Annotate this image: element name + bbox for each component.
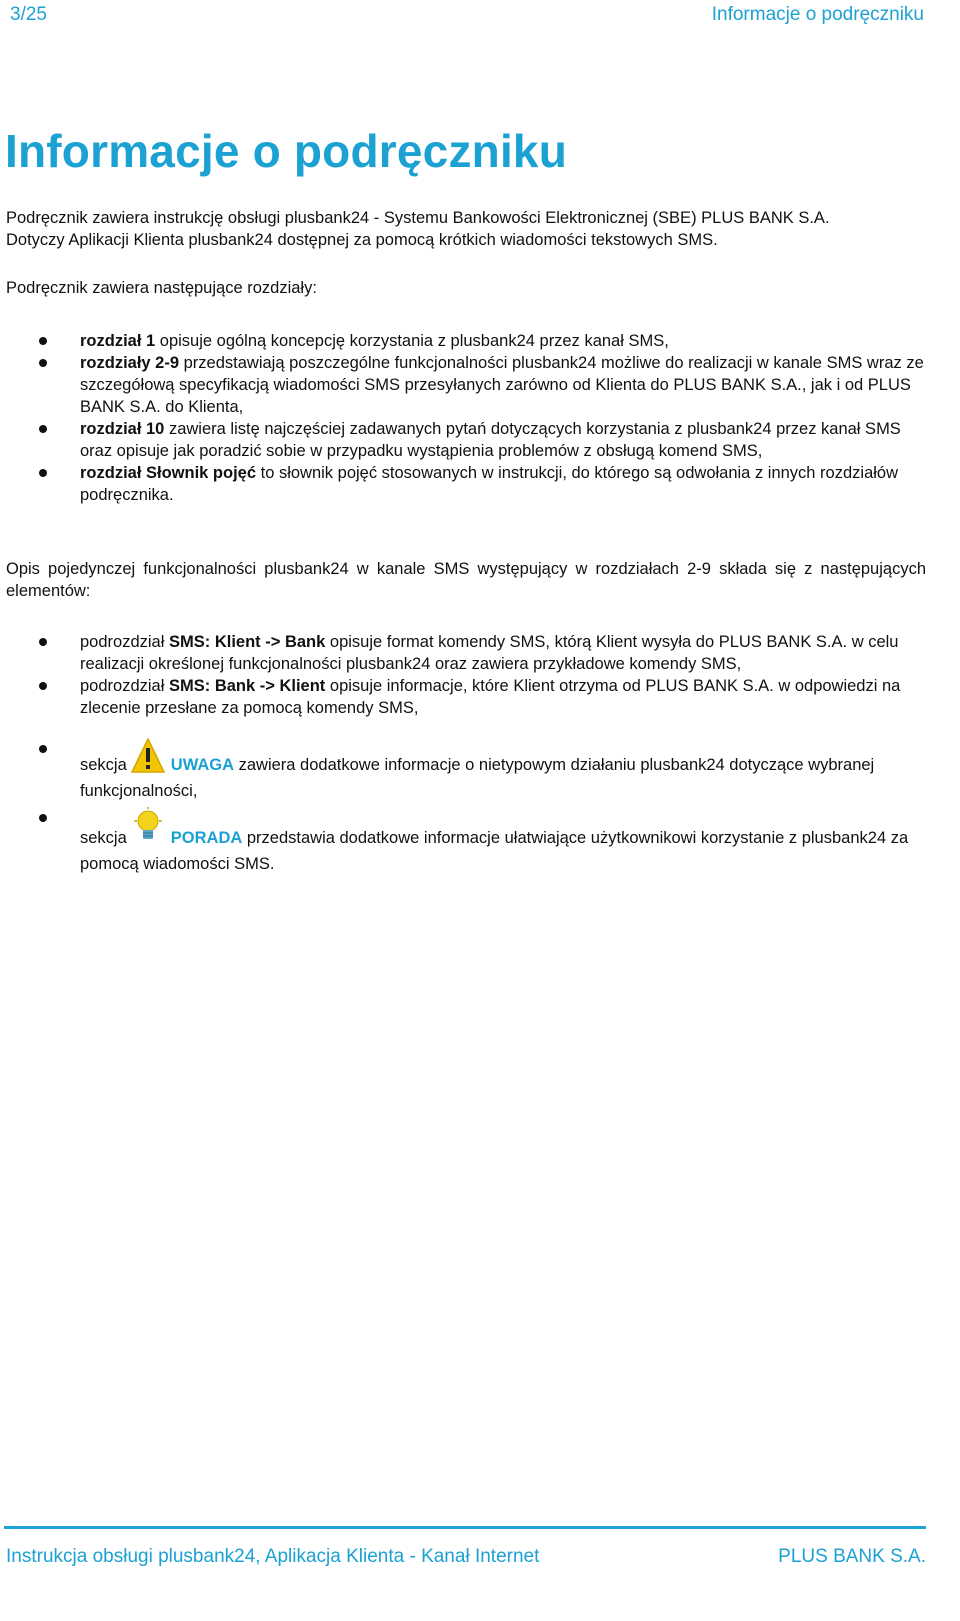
element-prefix: sekcja <box>80 829 127 847</box>
tip-list <box>0 807 930 875</box>
element-description: zawiera dodatkowe informacje o nietypowym działaniu plusbank24 dotyczące wybranej funkcjonalności, <box>80 756 875 800</box>
intro-paragraph <box>6 207 926 251</box>
list-item <box>0 462 930 506</box>
chapter-label: rozdziały 2-9 <box>80 354 180 372</box>
running-header-title: Informacje o podręczniku <box>711 4 924 25</box>
list-item <box>0 352 930 418</box>
element-description: przedstawia dodatkowe informacje ułatwiające użytkownikowi korzystanie z plusbank24 za pomocą wiadomości SMS. <box>80 829 909 873</box>
footer-company: PLUS BANK S.A. <box>778 1546 926 1567</box>
list-item <box>0 807 930 875</box>
element-prefix: sekcja <box>80 756 127 774</box>
chapter-label: rozdział 10 <box>80 420 165 438</box>
element-prefix: podrozdział <box>80 633 169 651</box>
chapter-label: rozdział 1 <box>80 332 156 350</box>
warning-keyword: UWAGA <box>170 756 235 774</box>
page-number: 3/25 <box>10 4 47 25</box>
list-item <box>0 738 930 802</box>
intro-line-2: Dotyczy Aplikacji Klienta plusbank24 dostępnej za pomocą krótkich wiadomości tekstowych SMS. <box>6 231 718 249</box>
list-item <box>0 631 930 675</box>
footer-document-title: Instrukcja obsługi plusbank24, Aplikacja Klienta - Kanał Internet <box>6 1546 540 1567</box>
chapter-description: opisuje ogólną koncepcję korzystania z plusbank24 przez kanał SMS, <box>155 332 669 350</box>
warning-list <box>0 738 930 802</box>
tip-keyword: PORADA <box>170 829 243 847</box>
element-label: SMS: Bank -> Klient <box>168 677 326 695</box>
list-item <box>0 675 930 719</box>
element-prefix: podrozdział <box>80 677 169 695</box>
intro-line-1: Podręcznik zawiera instrukcję obsługi plusbank24 - Systemu Bankowości Elektronicznej (SBE) PLUS BANK S.A. <box>6 209 830 227</box>
chapter-description: to słownik pojęć stosowanych w instrukcji, do którego są odwołania z innych rozdziałów podręcznika. <box>80 464 899 504</box>
chapter-label: rozdział Słownik pojęć <box>80 464 257 482</box>
element-description: opisuje format komendy SMS, którą Klient wysyła do PLUS BANK S.A. w celu realizacji określonej funkcjonalności plusbank24 oraz zawiera przykładowe komendy SMS, <box>80 633 899 673</box>
page-title: Informacje o podręczniku <box>5 125 568 177</box>
chapters-intro: Podręcznik zawiera następujące rozdziały: <box>6 279 317 297</box>
element-description: opisuje informacje, które Klient otrzyma od PLUS BANK S.A. w odpowiedzi na zlecenie przesłane za pomocą komendy SMS, <box>80 677 901 717</box>
chapter-description: przedstawiają poszczególne funkcjonalności plusbank24 możliwe do realizacji w kanale SMS wraz ze szczegółową specyfikacją wiadomości SMS przesyłanych zarówno od Klienta do PLUS BANK S.A., jak i od PLUS BANK S.A. do Klienta, <box>80 354 924 416</box>
element-label: SMS: Klient -> Bank <box>168 633 326 651</box>
elements-list <box>0 631 930 719</box>
list-item <box>0 418 930 462</box>
lightbulb-icon <box>131 807 165 853</box>
list-item <box>0 330 930 352</box>
chapters-list <box>0 330 930 506</box>
footer-divider <box>4 1526 926 1529</box>
elements-intro: Opis pojedynczej funkcjonalności plusbank24 w kanale SMS występujący w rozdziałach 2-9 składa się z następujących elementów: <box>6 560 926 600</box>
chapter-description: zawiera listę najczęściej zadawanych pytań dotyczących korzystania z plusbank24 przez kanał SMS oraz opisuje jak poradzić sobie w przypadku wystąpienia problemów z obsługą komend SMS, <box>80 420 901 460</box>
warning-icon <box>131 738 165 780</box>
